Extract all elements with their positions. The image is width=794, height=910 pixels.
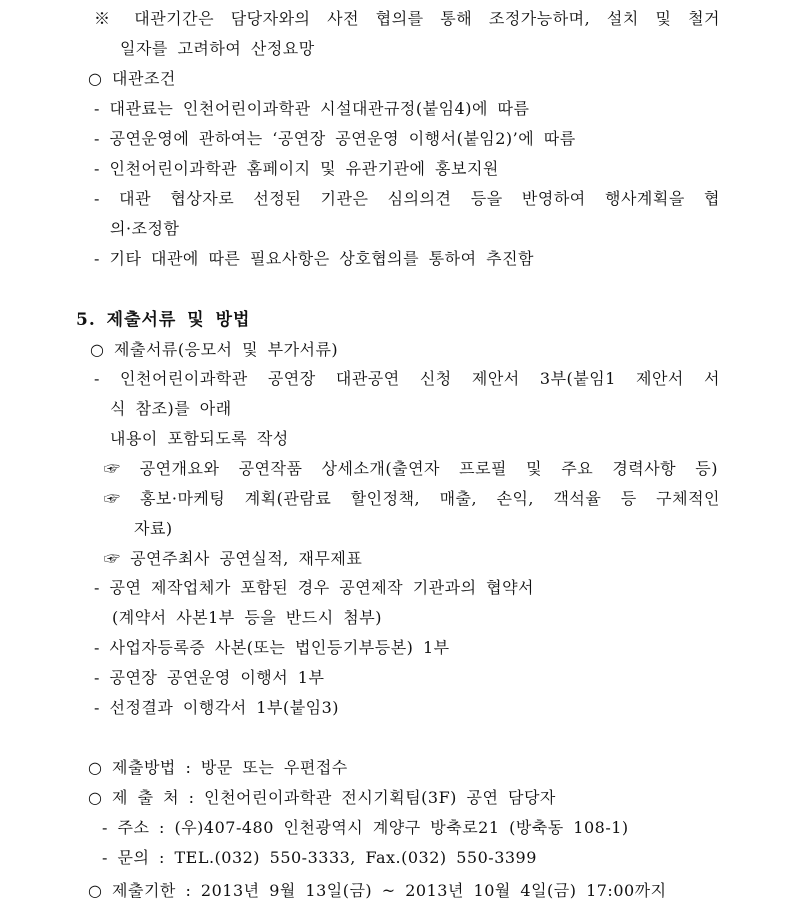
submission-place: ○ 제 출 처 : 인천어린이과학관 전시기획팀(3F) 공연 담당자 (88, 788, 556, 807)
list-item-continuation: 식 참조)를 아래 (110, 399, 232, 418)
list-item: - 공연 제작업체가 포함된 경우 공연제작 기관과의 협약서 (94, 578, 534, 597)
notice-line-1: ※ 대관기간은 담당자와의 사전 협의를 통해 조정가능하며, 설치 및 철거 (94, 9, 720, 28)
list-item-continuation: (계약서 사본1부 등을 반드시 첨부) (112, 608, 382, 627)
list-item: - 공연운영에 관하여는 ‘공연장 공연운영 이행서(붙임2)’에 따름 (94, 129, 576, 148)
list-item: - 대관 협상자로 선정된 기관은 심의의견 등을 반영하여 행사계획을 협 (94, 189, 720, 208)
list-item-continuation: 의·조정함 (110, 219, 180, 238)
submission-method: ○ 제출방법 : 방문 또는 우편접수 (88, 758, 348, 777)
pointer-item: ☞ 공연주최사 공연실적, 재무제표 (104, 549, 363, 568)
list-item: - 기타 대관에 따른 필요사항은 상호협의를 통하여 추진함 (94, 249, 534, 268)
pointer-item: ☞ 홍보·마케팅 계획(관람료 할인정책, 매출, 손익, 객석율 등 구체적인 (104, 489, 720, 508)
list-item: - 공연장 공연운영 이행서 1부 (94, 668, 325, 687)
list-item: - 대관료는 인천어린이과학관 시설대관규정(붙임4)에 따름 (94, 99, 530, 118)
list-item: - 선정결과 이행각서 1부(붙임3) (94, 698, 340, 717)
list-item: - 사업자등록증 사본(또는 법인등기부등본) 1부 (94, 638, 450, 657)
list-item: - 인천어린이과학관 공연장 대관공연 신청 제안서 3부(붙임1 제안서 서 (94, 369, 720, 388)
address-line: - 주소 : (우)407-480 인천광역시 계양구 방축로21 (방축동 108-1) (102, 818, 629, 837)
submission-deadline: ○ 제출기한 : 2013년 9월 13일(금) ~ 2013년 10월 4일(금) 17:00까지 (88, 881, 667, 900)
list-item-continuation: 내용이 포함되도록 작성 (110, 429, 289, 448)
contact-line: - 문의 : TEL.(032) 550-3333, Fax.(032) 550-3399 (102, 848, 537, 867)
pointer-item-continuation: 자료) (134, 519, 173, 538)
section-bullet-documents: ○ 제출서류(응모서 및 부가서류) (90, 340, 339, 359)
notice-line-2: 일자를 고려하여 산정요망 (120, 39, 315, 58)
section-bullet-rental-conditions: ○ 대관조건 (88, 69, 176, 88)
section-heading: 5. 제출서류 및 방법 (76, 310, 251, 330)
list-item: - 인천어린이과학관 홈페이지 및 유관기관에 홍보지원 (94, 159, 499, 178)
pointer-item: ☞ 공연개요와 공연작품 상세소개(출연자 프로필 및 주요 경력사항 등) (104, 459, 718, 478)
